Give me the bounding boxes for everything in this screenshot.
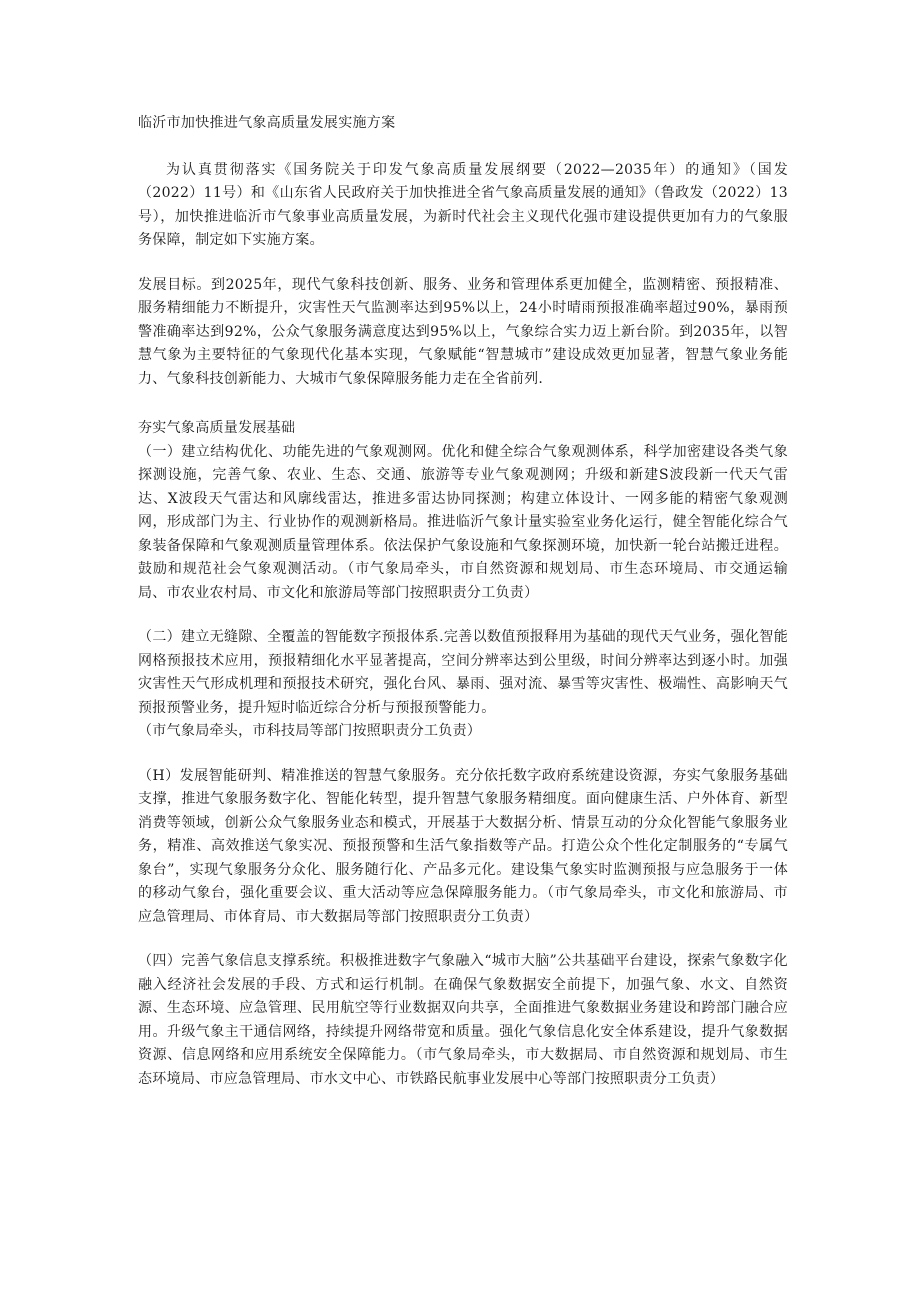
section-heading: 夯实气象高质量发展基础 bbox=[138, 420, 296, 436]
item-paragraph-4: （四）完善气象信息支撑系统。积极推进数字气象融入“城市大脑”公共基础平台建设，探索气象数字化融入经济社会发展的手段、方式和运行机制。在确保气象数据安全前提下，加强气象、水文、自然资源、生态环境、应急管理、民用航空等行业数据双向共享，全面推进气象数据业务建设和跨部门融合应用。升级气象主干通信网络，持续提升网络带宽和质量。强化气象信息化安全体系建设，提升气象数据资源、信息网络和应用系统安全保障能力。（市气象局牵头，市大数据局、市自然资源和规划局、市生态环境局、市应急管理局、市水文中心、市铁路民航事业发展中心等部门按照职责分工负责） bbox=[138, 953, 788, 1087]
item-responsibility-2: （市气象局牵头，市科技局等部门按照职责分工负责） bbox=[138, 723, 482, 739]
item-responsibility-3: （市气象局牵头，市文化和旅游局、市应急管理局、市体育局、市大数据局等部门按照职责分工负责） bbox=[138, 885, 788, 925]
item-block-1 bbox=[138, 441, 788, 606]
document-title: 临沂市加快推进气象高质量发展实施方案 bbox=[138, 115, 396, 131]
item-paragraph-2: （二）建立无缝隙、全覆盖的智能数字预报体系.完善以数值预报释用为基础的现代天气业务，强化智能网格预报技术应用，预报精细化水平显著提高，空间分辨率达到公里级，时间分辨率达到逐小时。加强灾害性天气形成机理和预报技术研究，强化台风、暴雨、强对流、暴雪等灾害性、极端性、高影响天气预报预警业务，提升短时临近综合分析与预报预警能力。 bbox=[138, 629, 788, 716]
document-page bbox=[138, 112, 788, 1091]
item-paragraph-1: （一）建立结构优化、功能先进的气象观测网。优化和健全综合气象观测体系，科学加密建设各类气象探测设施，完善气象、农业、生态、交通、旅游等专业气象观测网；升级和新建S波段新一代天气雷达、X波段天气雷达和风廓线雷达，推进多雷达协同探测；构建立体设计、一网多能的精密气象观测网，形成部门为主、行业协作的观测新格局。推进临沂气象计量实验室业务化运行，健全智能化综合气象装备保障和气象观测质量管理体系。依法保护气象设施和气象探测环境，加快新一轮台站搬迁进程。鼓励和规范社会气象观测活动。（市气象局牵头，市自然资源和规划局、市生态环境局、市交通运输局、市农业农村局、市文化和旅游局等部门按照职责分工负责） bbox=[138, 443, 788, 601]
item-block-2 bbox=[138, 626, 788, 744]
item-block-3 bbox=[138, 765, 788, 930]
intro-paragraph: 为认真贯彻落实《国务院关于印发气象高质量发展纲要（2022—2035年）的通知》（国发（2022）11号）和《山东省人民政府关于加快推进全省气象高质量发展的通知》（鲁政发（2022）13号），加快推进临沂市气象事业高质量发展，为新时代社会主义现代化强市建设提供更加有力的气象服务保障，制定如下实施方案。 bbox=[138, 161, 788, 248]
development-goal-paragraph: 发展目标。到2025年，现代气象科技创新、服务、业务和管理体系更加健全，监测精密、预报精准、服务精细能力不断提升，灾害性天气监测率达到95%以上，24小时晴雨预报准确率超过90%，暴雨预警准确率达到92%，公众气象服务满意度达到95%以上，气象综合实力迈上新台阶。到2035年，以智慧气象为主要特征的气象现代化基本实现，气象赋能“智慧城市”建设成效更加显著，智慧气象业务能力、气象科技创新能力、大城市气象保障服务能力走在全省前列. bbox=[138, 276, 788, 387]
item-text-3: （H）发展智能研判、精准推送的智慧气象服务。充分依托数字政府系统建设资源，夯实气象服务基础支撑，推进气象服务数字化、智能化转型，提升智慧气象服务精细度。面向健康生活、户外体育、新型消费等领域，创新公众气象服务业态和模式，开展基于大数据分析、情景互动的分众化智能气象服务业务，精准、高效推送气象实况、预报预警和生活气象指数等产品。打造公众个性化定制服务的“专属气象台”，实现气象服务分众化、服务随行化、产品多元化。建设集气象实时监测预报与应急服务于一体的移动气象台，强化重要会议、重大活动等应急保障服务能力。 bbox=[138, 767, 788, 901]
item-paragraph-3 bbox=[138, 765, 788, 930]
item-block-4 bbox=[138, 950, 788, 1091]
